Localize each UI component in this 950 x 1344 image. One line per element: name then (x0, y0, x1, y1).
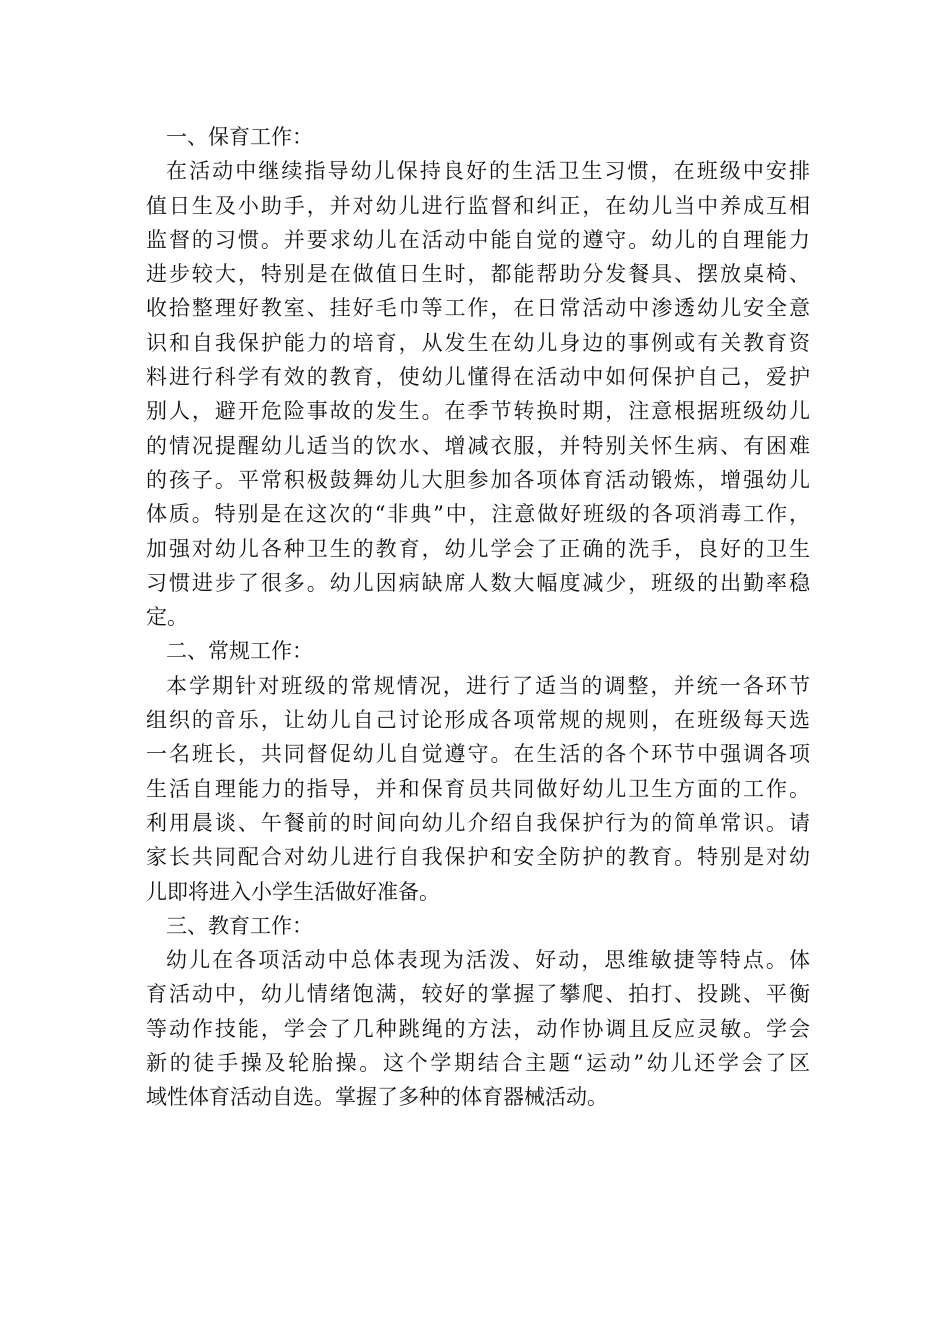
paragraph-line: 监督的习惯。并要求幼儿在活动中能自觉的遵守。幼儿的自理能力 (146, 227, 810, 252)
paragraph-line: 识和自我保护能力的培育，从发生在幼儿身边的事例或有关教育资 (146, 330, 810, 355)
section-routine (146, 634, 810, 908)
paragraph-line: 值日生及小助手，并对幼儿进行监督和纠正，在幼儿当中养成互相 (146, 193, 810, 218)
paragraph-line: 的孩子。平常积极鼓舞幼儿大胆参加各项体育活动锻炼，增强幼儿 (146, 467, 810, 492)
document-page (146, 120, 810, 1115)
paragraph-line: 习惯进步了很多。幼儿因病缺席人数大幅度减少，班级的出勤率稳 (146, 570, 810, 595)
paragraph-line: 别人，避开危险事故的发生。在季节转换时期，注意根据班级幼儿 (146, 399, 810, 424)
paragraph-line: 育活动中，幼儿情绪饱满，较好的掌握了攀爬、拍打、投跳、平衡 (146, 982, 810, 1007)
paragraph-line: 域性体育活动自选。掌握了多种的体育器械活动。 (146, 1085, 608, 1110)
paragraph-line: 料进行科学有效的教育，使幼儿懂得在活动中如何保护自己，爱护 (146, 365, 810, 390)
paragraph-line: 进步较大，特别是在做值日生时，都能帮助分发餐具、摆放桌椅、 (146, 262, 810, 287)
paragraph-line: 利用晨谈、午餐前的时间向幼儿介绍自我保护行为的简单常识。请 (146, 810, 810, 835)
paragraph-line: 体质。特别是在这次的“非典”中，注意做好班级的各项消毒工作， (146, 502, 810, 527)
section-heading: 三、教育工作： (166, 913, 313, 938)
paragraph-line: 组织的音乐，让幼儿自己讨论形成各项常规的规则，在班级每天选 (146, 708, 810, 733)
paragraph-line: 新的徒手操及轮胎操。这个学期结合主题“运动”幼儿还学会了区 (146, 1051, 810, 1076)
paragraph-line: 等动作技能，学会了几种跳绳的方法，动作协调且反应灵敏。学会 (146, 1016, 810, 1041)
paragraph-line: 幼儿在各项活动中总体表现为活泼、好动，思维敏捷等特点。体 (166, 948, 810, 973)
paragraph-line: 儿即将进入小学生活做好准备。 (146, 879, 440, 904)
paragraph-line: 收拾整理好教室、挂好毛巾等工作，在日常活动中渗透幼儿安全意 (146, 296, 810, 321)
paragraph-line: 一名班长，共同督促幼儿自觉遵守。在生活的各个环节中强调各项 (146, 742, 810, 767)
section-education (146, 909, 810, 1115)
section-heading: 二、常规工作： (166, 639, 313, 664)
paragraph-line: 生活自理能力的指导，并和保育员共同做好幼儿卫生方面的工作。 (146, 776, 810, 801)
section-heading: 一、保育工作： (166, 125, 313, 149)
paragraph-line: 家长共同配合对幼儿进行自我保护和安全防护的教育。特别是对幼 (146, 845, 810, 870)
paragraph-line: 加强对幼儿各种卫生的教育，幼儿学会了正确的洗手，良好的卫生 (146, 536, 810, 561)
section-childcare (146, 120, 810, 634)
paragraph-line: 本学期针对班级的常规情况，进行了适当的调整，并统一各环节 (166, 673, 810, 698)
paragraph-line: 在活动中继续指导幼儿保持良好的生活卫生习惯，在班级中安排 (166, 159, 810, 184)
paragraph-line: 的情况提醒幼儿适当的饮水、增减衣服，并特别关怀生病、有困难 (146, 433, 810, 458)
paragraph-line: 定。 (146, 605, 188, 630)
